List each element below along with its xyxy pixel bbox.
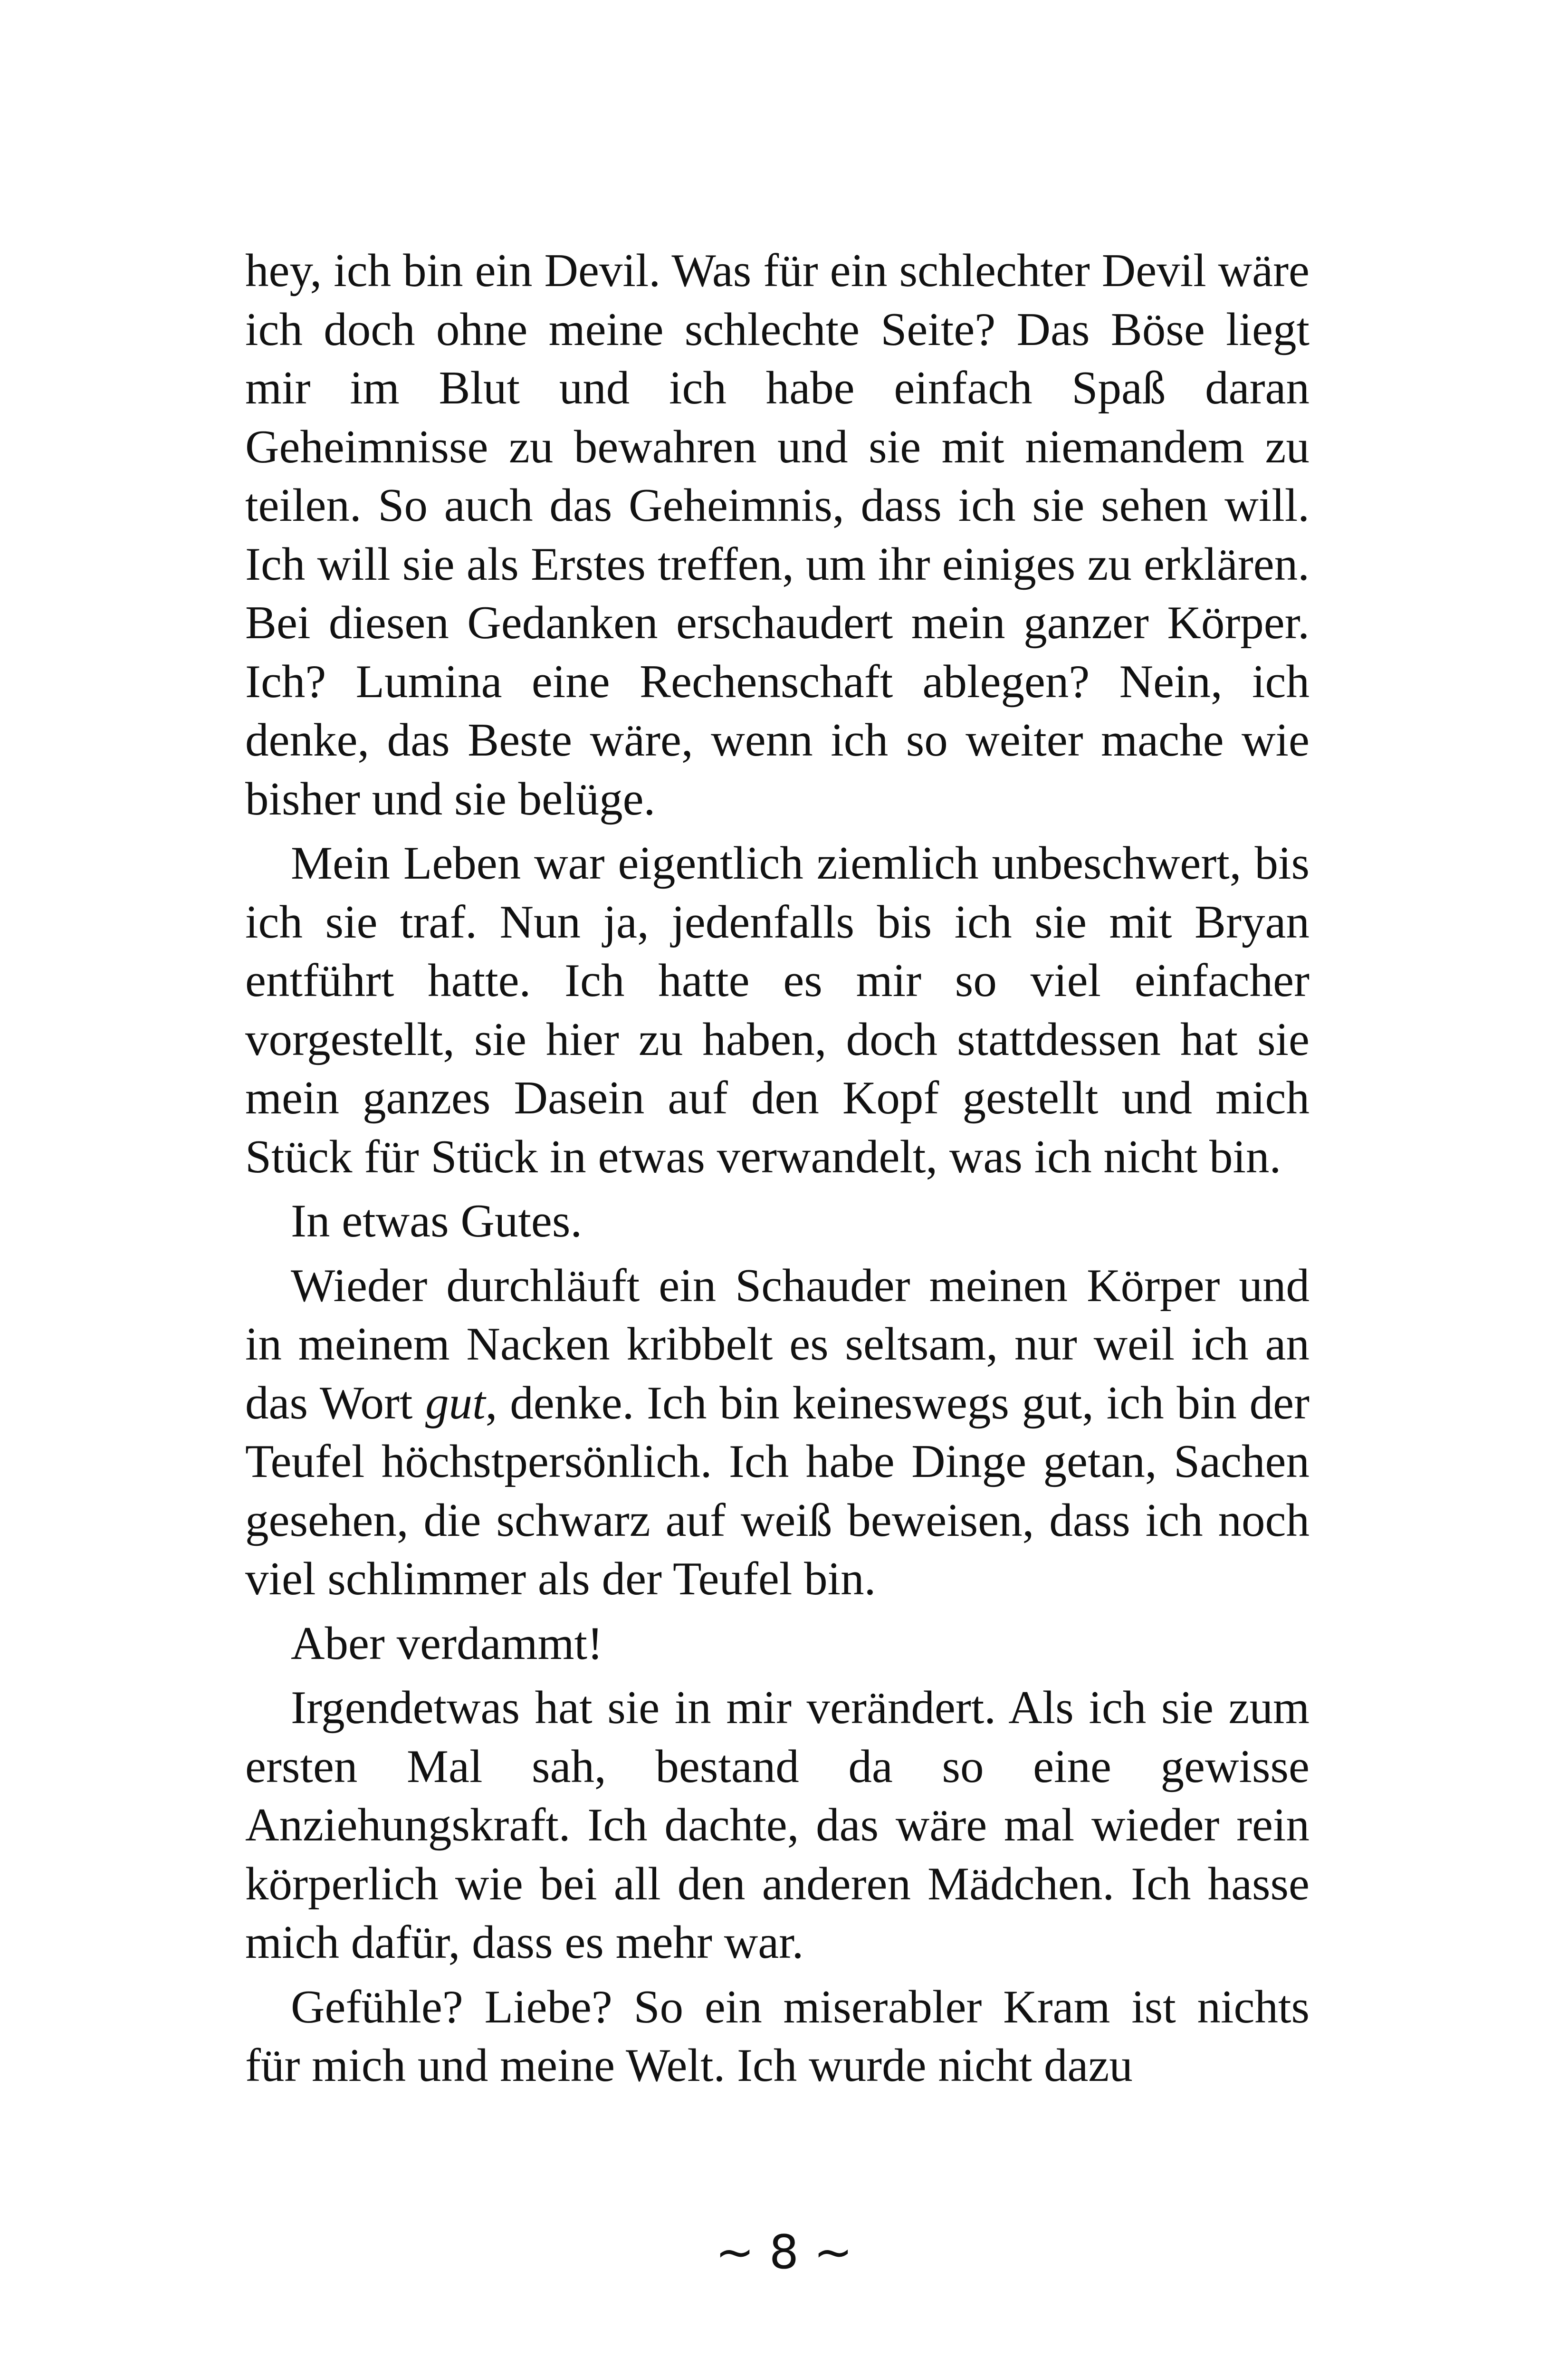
paragraph-text: Wieder durchläuft ein Schauder meinen Körper und in meinem Nacken kribbelt es seltsam, nur weil ich an das Wort [245, 1259, 1310, 1429]
paragraph-text: , denke. Ich bin keineswegs gut, ich bin der Teufel höchstpersönlich. Ich habe Dinge getan, Sachen gesehen, die schwarz auf weiß beweisen, dass ich noch viel schlimmer als der Teufel bin. [245, 1377, 1310, 1605]
paragraph: In etwas Gutes. [291, 1195, 583, 1247]
page-number: ~ 8 ~ [715, 2225, 853, 2280]
paragraph [245, 1256, 1310, 1609]
emphasized-word: gut [425, 1377, 486, 1429]
paragraph: hey, ich bin ein Devil. Was für ein schlechter Devil wäre ich doch ohne meine schlechte Seite? Das Böse liegt mir im Blut und ich habe einfach Spaß daran Geheimnisse zu bewahren und sie mit niemandem zu teilen. So auch das Geheimnis, dass ich sie sehen will. Ich will sie als Erstes treffen, um ihr einiges zu erklären. Bei diesen Gedanken erschaudert mein ganzer Körper. Ich? Lumina eine Rechenschaft ablegen? Nein, ich denke, das Beste wäre, wenn ich so weiter mache wie bisher und sie belüge. [245, 245, 1310, 825]
page-body [245, 241, 1310, 2101]
paragraph: Irgendetwas hat sie in mir verändert. Als ich sie zum ersten Mal sah, bestand da so eine gewisse Anziehungskraft. Ich dachte, das wäre mal wieder rein körperlich wie bei all den anderen Mädchen. Ich hasse mich dafür, dass es mehr war. [245, 1682, 1310, 1968]
paragraph: Mein Leben war eigentlich ziemlich unbeschwert, bis ich sie traf. Nun ja, jedenfalls bis ich sie mit Bryan entführt hatte. Ich hatte es mir so viel einfacher vorgestellt, sie hier zu haben, doch stattdessen hat sie mein ganzes Dasein auf den Kopf gestellt und mich Stück für Stück in etwas verwandelt, was ich nicht bin. [245, 837, 1310, 1183]
paragraph: Aber verdammt! [291, 1617, 603, 1669]
paragraph: Gefühle? Liebe? So ein miserabler Kram ist nichts für mich und meine Welt. Ich wurde nicht dazu [245, 1981, 1310, 2091]
